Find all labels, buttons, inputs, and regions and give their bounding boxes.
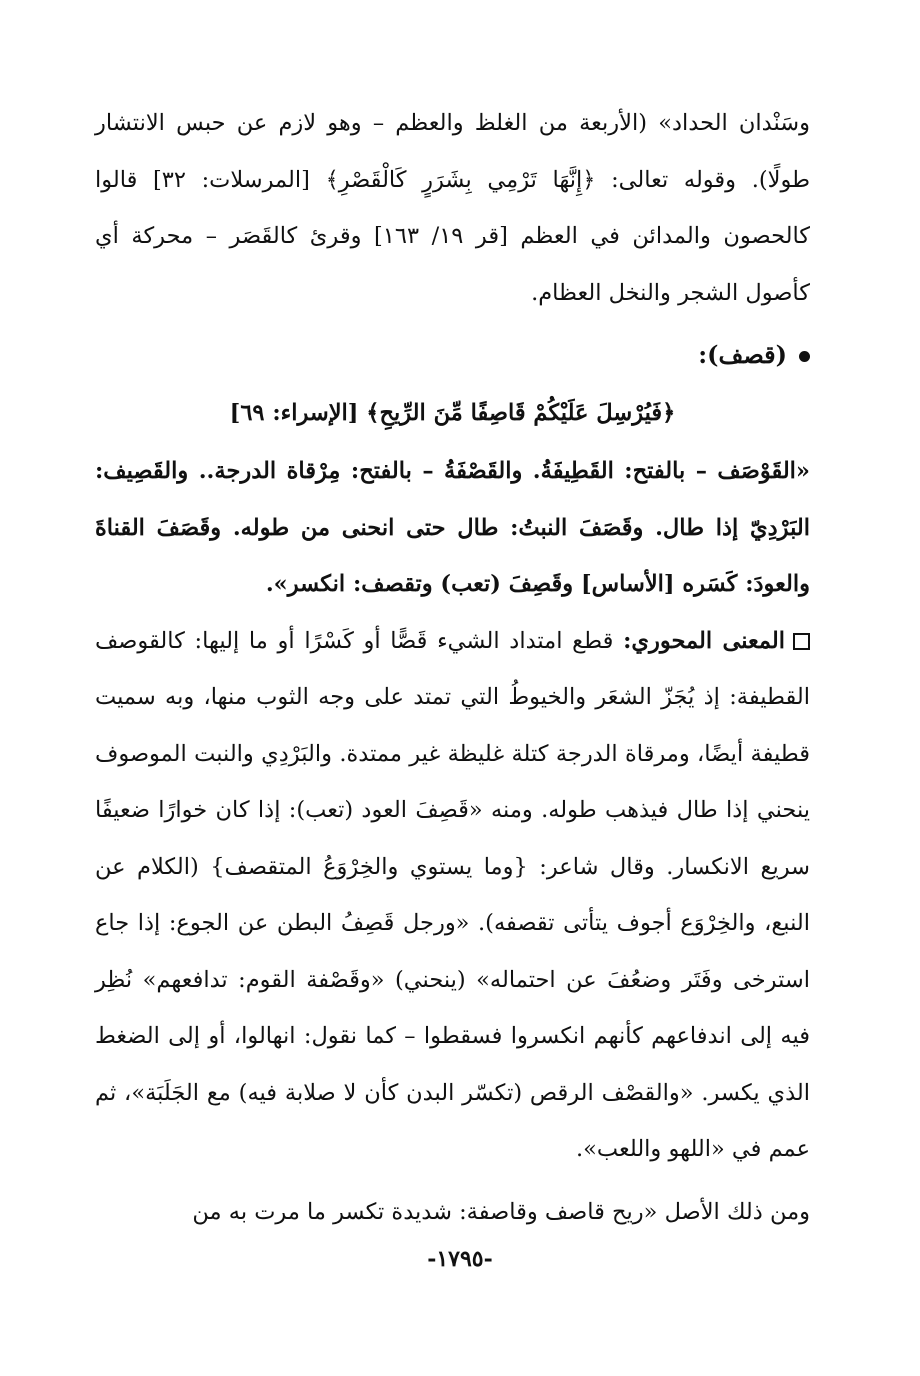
paragraph-intro: وسَنْدان الحداد» (الأربعة من الغلظ والعظم – وهو لازم عن حبس الانتشار طولًا). وقوله تعالى: ﴿إِنَّهَا تَرْمِي بِشَرَرٍ كَالْقَصْرِ﴾ [المرسلات: ٣٢] قالوا كالحصون والمدائن في العظم [قر ١٩/ ١٦٣] وقرئ كالقَصَر – محركة أي كأصول الشجر والنخل العظام.: [95, 110, 811, 306]
entry-heading-text: (قصف):: [698, 340, 787, 369]
paragraph-continuation: ومن ذلك الأصل «ريح قاصف وقاصفة: شديدة تكسر ما مرت به من: [192, 1198, 810, 1225]
core-meaning-label: المعنى المحوري:: [623, 627, 785, 654]
page-body: [95, 95, 810, 1240]
bullet-icon: [799, 351, 810, 362]
page-number: -١٧٩٥-: [427, 1246, 493, 1272]
entry-heading: [95, 327, 810, 383]
square-marker-icon: [793, 633, 810, 650]
quran-verse: ﴿فَيُرْسِلَ عَلَيْكُمْ قَاصِفًا مِّنَ الرِّيحِ﴾ [الإسراء: ٦٩]: [229, 400, 676, 426]
lexical-definition: «القَوْصَف – بالفتح: القَطِيفَةُ. والقَصْفَةُ – بالفتح: مِرْقاة الدرجة.. والقَصِيف: البَرْدِيّ إذا طال. وقَصَفَ النبتُ: طال حتى انحنى من طوله. وقَصَفَ القناةَ والعودَ: كَسَره [الأساس] وقَصِفَ (تعب) وتقصف: انكسر».: [95, 458, 810, 597]
core-meaning-text: قطع امتداد الشيء قَصًّا أو كَسْرًا أو ما إليها: كالقوصف القطيفة: إذ يُجَزّ الشعَر والخيوطُ التي تمتد على وجه الثوب منها، وبه سميت قطيفة أيضًا، ومرقاة الدرجة كتلة غليظة غير ممتدة. والبَرْدِي والنبت الموصوف ينحني إذا طال فيذهب طوله. ومنه «قَصِفَ العود (تعب): إذا كان خوارًا ضعيفًا سريع الانكسار. وقال شاعر: {وما يستوي والخِرْوَعُ المتقصف} (الكلام عن النبع، والخِرْوَع أجوف يتأتى تقصفه). «ورجل قَصِفُ البطن عن الجوع: إذا جاع استرخى وفَتَر وضعُفَ عن احتماله» (ينحني) «وقَصْفة القوم: تدافعهم» نُظِر فيه إلى اندفاعهم كأنهم انكسروا فسقطوا – كما نقول: انهالوا، أو إلى الضغط الذي يكسر. «والقصْف الرقص (تكسّر البدن كأن لا صلابة فيه) مع الجَلَبَة»، ثم عمم في «اللهو واللعب».: [95, 627, 810, 1162]
core-meaning-paragraph: [95, 613, 810, 1178]
